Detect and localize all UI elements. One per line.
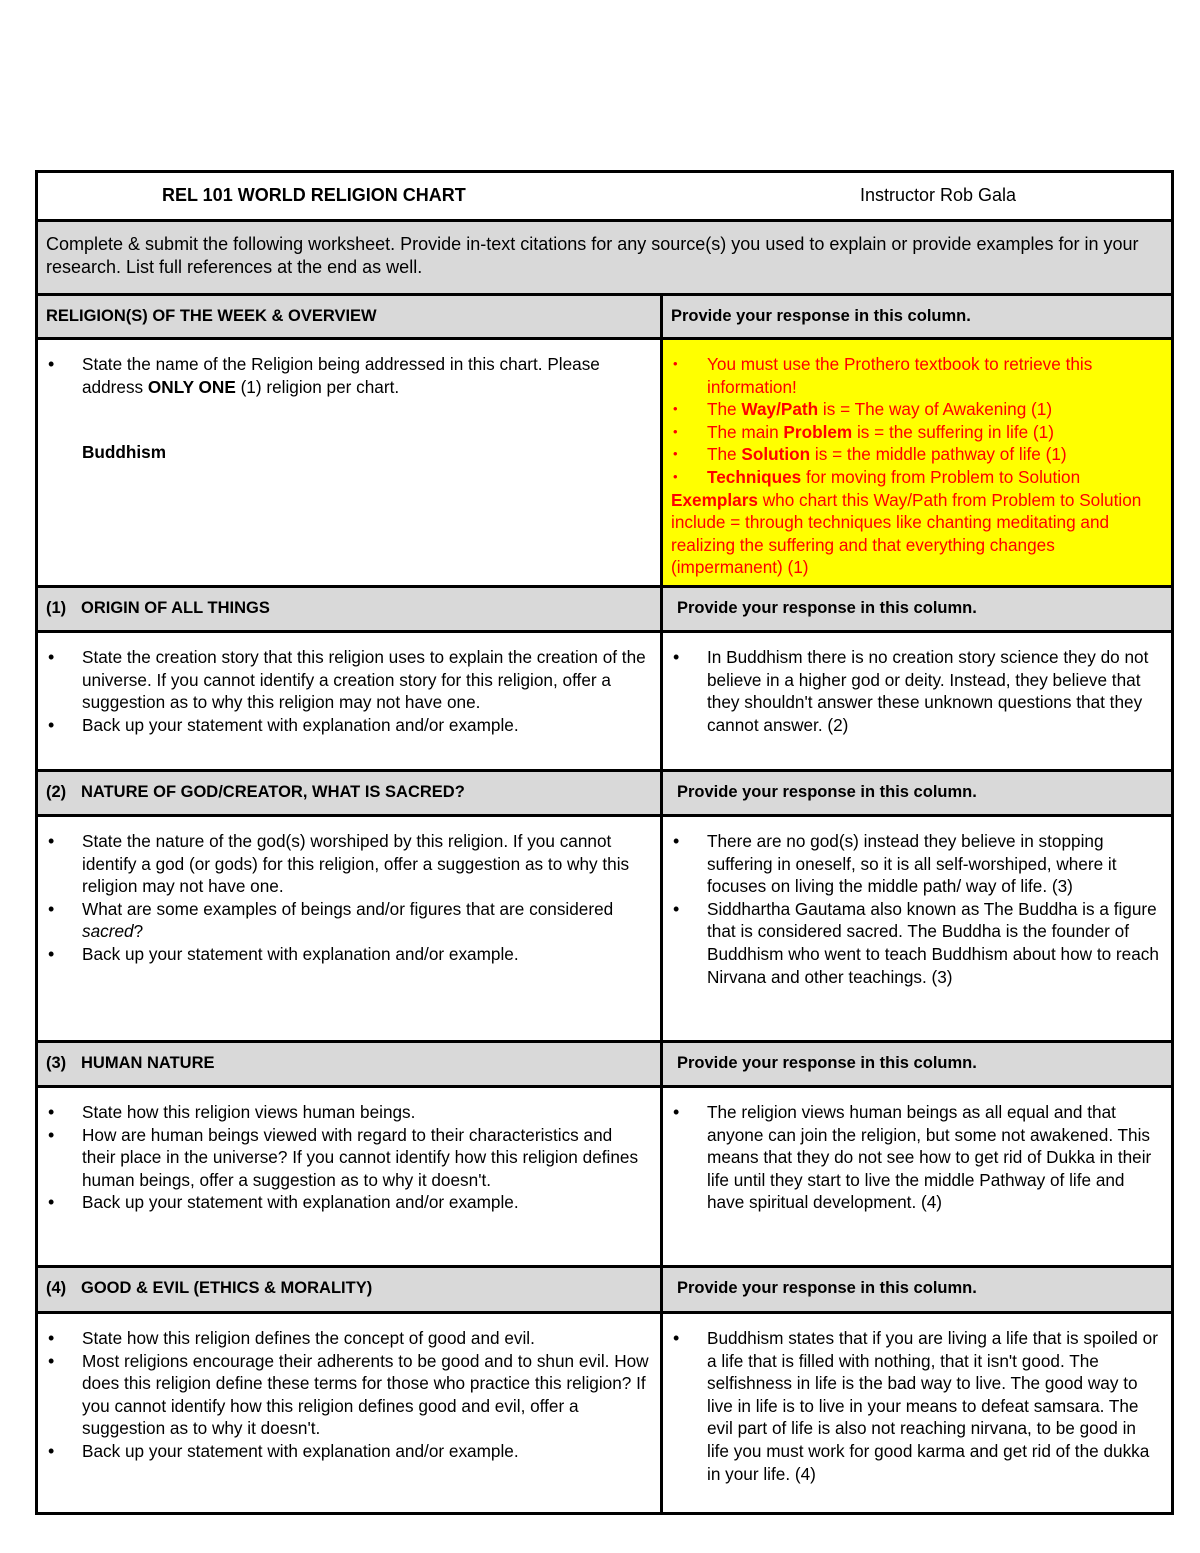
prompt-emphasis: sacred	[82, 921, 134, 942]
list-item	[46, 353, 650, 398]
list-item: • State the creation story that this religion uses to explain the creation of the universe. If you cannot identify a creation story for this religion, offer a suggestion as to why this religion may not have one.	[46, 646, 650, 714]
prompt-emphasis: ONLY ONE	[147, 376, 236, 397]
answer-keyword: Way/Path	[741, 399, 819, 420]
overview-answer-cell	[660, 340, 1171, 585]
answer-text: for moving from Problem to Solution	[801, 466, 1081, 487]
response-column-heading: Provide your response in this column.	[677, 599, 977, 617]
section-title: ORIGIN OF ALL THINGS	[81, 599, 270, 617]
section-1-responses	[671, 646, 1161, 736]
prompt-text: (1) religion per chart.	[235, 376, 400, 397]
list-item: • Back up your statement with explanation and/or example.	[46, 1440, 650, 1463]
list-item: • State how this religion defines the concept of good and evil.	[46, 1327, 650, 1350]
answer-text: is = the middle pathway of life (1)	[810, 444, 1067, 465]
response-column-heading: Provide your response in this column.	[677, 783, 977, 801]
section-2-content-row	[38, 814, 1171, 1040]
instructions-text: Complete & submit the following worksheet. Provide in-text citations for any source(s) you used to explain or provide examples for in your research. List full references at the end as well.	[46, 234, 1139, 277]
section-4-prompt-cell	[38, 1314, 660, 1512]
worksheet-title: REL 101 WORLD RELIGION CHART	[162, 185, 466, 205]
response-column-heading: Provide your response in this column.	[677, 1054, 977, 1072]
section-3-content-row	[38, 1085, 1171, 1265]
answer-text: is = the suffering in life (1)	[852, 421, 1054, 442]
section-4-content-row	[38, 1311, 1171, 1512]
section-1-heading	[46, 599, 270, 618]
worksheet-table	[35, 170, 1174, 1515]
section-1-response-cell	[660, 633, 1171, 769]
section-3-heading	[46, 1054, 215, 1073]
section-title: GOOD & EVIL (ETHICS & MORALITY)	[81, 1279, 373, 1297]
section-4-response-cell	[660, 1314, 1171, 1512]
section-2-header-right	[660, 772, 1171, 814]
answer-keyword: Techniques	[707, 466, 802, 487]
section-4-heading	[46, 1279, 372, 1298]
section-number: (1)	[46, 599, 67, 617]
section-3-header-left	[38, 1043, 660, 1085]
prompt-text: Please address	[82, 354, 600, 397]
list-item: • In Buddhism there is no creation story science they do not believe in a higher god or deity. Instead, they believe that they shouldn't answer these unknown questions that they cannot answer. (2)	[671, 646, 1161, 736]
response-column-heading: Provide your response in this column.	[677, 1279, 977, 1297]
section-title: NATURE OF GOD/CREATOR, WHAT IS SACRED?	[81, 783, 465, 801]
section-1-header-right	[660, 588, 1171, 630]
list-item	[671, 398, 1165, 421]
answer-text: The main	[707, 421, 784, 442]
list-item	[671, 421, 1165, 444]
section-1-header-left	[38, 588, 660, 630]
title-row	[38, 173, 1171, 219]
answer-keyword: Exemplars	[671, 489, 758, 510]
section-4-header-row	[38, 1265, 1171, 1311]
section-2-header-left	[38, 772, 660, 814]
list-item: • The religion views human beings as all equal and that anyone can join the religion, but some not awakened. This means that they do not see how to get rid of Dukka in their life until they start to live the middle Pathway of life and have spiritual development. (4)	[671, 1101, 1161, 1214]
overview-header-row	[38, 293, 1171, 337]
list-item: • Siddhartha Gautama also known as The Buddha is a figure that is considered sacred. The Buddha is the founder of Buddhism who went to teach Buddhism about how to reach Nirvana and other teachings. (3)	[671, 898, 1161, 988]
instructor-name: Instructor Rob Gala	[860, 185, 1017, 205]
section-2-prompt-cell	[38, 817, 660, 1040]
list-item	[671, 466, 1165, 489]
section-4-header-right	[660, 1268, 1171, 1311]
list-item: • Back up your statement with explanation and/or example.	[46, 714, 650, 737]
religion-name: Buddhism	[82, 442, 167, 462]
response-column-heading: Provide your response in this column.	[671, 307, 971, 325]
list-item: • Back up your statement with explanation and/or example.	[46, 943, 650, 966]
list-item: • State the nature of the god(s) worshiped by this religion. If you cannot identify a god (or gods) for this religion, offer a suggestion as to why this religion may not have one.	[46, 830, 650, 898]
section-3-prompts	[46, 1101, 650, 1214]
section-title: HUMAN NATURE	[81, 1054, 215, 1072]
section-4-responses	[671, 1327, 1161, 1485]
section-1-header-row	[38, 585, 1171, 630]
list-item: • Back up your statement with explanation and/or example.	[46, 1191, 650, 1214]
prompt-text: State the name of the Religion being addressed in this chart.	[82, 354, 543, 374]
section-4-header-left	[38, 1268, 660, 1311]
section-4-prompts	[46, 1327, 650, 1463]
list-item: • State how this religion views human beings.	[46, 1101, 650, 1124]
overview-prompt-list	[46, 353, 650, 398]
section-3-header-row	[38, 1040, 1171, 1085]
section-1-prompts	[46, 646, 650, 736]
section-3-header-right	[660, 1043, 1171, 1085]
section-number: (4)	[46, 1279, 67, 1297]
answer-keyword: Problem	[783, 421, 853, 442]
answer-text: You must use the Prothero textbook to retrieve this information!	[707, 354, 1093, 397]
overview-content-row	[38, 337, 1171, 585]
overview-header-right	[660, 296, 1171, 337]
section-3-responses	[671, 1101, 1161, 1214]
list-item	[46, 898, 650, 943]
section-2-response-cell	[660, 817, 1171, 1040]
answer-paragraph	[671, 489, 1165, 579]
answer-text: who chart this Way/Path from Problem to Solution include = through techniques like chanting meditating and realizing the suffering and that everything changes (impermanent) (1)	[671, 489, 1142, 578]
overview-answer	[671, 353, 1165, 579]
instructions-row	[38, 219, 1171, 293]
overview-header-left	[38, 296, 660, 337]
answer-keyword: Solution	[741, 444, 811, 465]
section-2-heading	[46, 783, 465, 802]
list-item	[671, 443, 1165, 466]
prompt-text: ?	[133, 921, 144, 942]
section-1-prompt-cell	[38, 633, 660, 769]
list-item: • There are no god(s) instead they believe in stopping suffering in oneself, so it is all self-worshiped, where it focuses on living the middle path/ way of life. (3)	[671, 830, 1161, 898]
section-2-responses	[671, 830, 1161, 988]
overview-prompt-cell	[38, 340, 660, 585]
section-number: (3)	[46, 1054, 67, 1072]
prompt-text: What are some examples of beings and/or figures that are considered	[82, 898, 614, 919]
list-item	[671, 353, 1165, 398]
overview-heading: RELIGION(S) OF THE WEEK & OVERVIEW	[46, 307, 377, 325]
answer-text: is = The way of Awakening (1)	[818, 399, 1053, 420]
list-item: • How are human beings viewed with regard to their characteristics and their place in the universe? If you cannot identify how this religion defines human beings, offer a suggestion as to why it doesn't.	[46, 1124, 650, 1192]
section-2-prompts	[46, 830, 650, 966]
list-item: • Most religions encourage their adherents to be good and to shun evil. How does this religion define these terms for those who practice this religion? If you cannot identify how this religion defines good and evil, offer a suggestion as to why it doesn't.	[46, 1350, 650, 1440]
section-1-content-row	[38, 630, 1171, 769]
answer-text: The	[707, 444, 742, 465]
list-item: • Buddhism states that if you are living a life that is spoiled or a life that is filled with nothing, that it isn't good. The selfishness in life is the bad way to live. The good way to live in life is to live in your means to defeat samsara. The evil part of life is also not reaching nirvana, to be good in life you must work for good karma and get rid of the dukka in your life. (4)	[671, 1327, 1161, 1485]
section-number: (2)	[46, 783, 67, 801]
section-3-prompt-cell	[38, 1088, 660, 1265]
answer-text: The	[707, 399, 742, 420]
section-3-response-cell	[660, 1088, 1171, 1265]
section-2-header-row	[38, 769, 1171, 814]
